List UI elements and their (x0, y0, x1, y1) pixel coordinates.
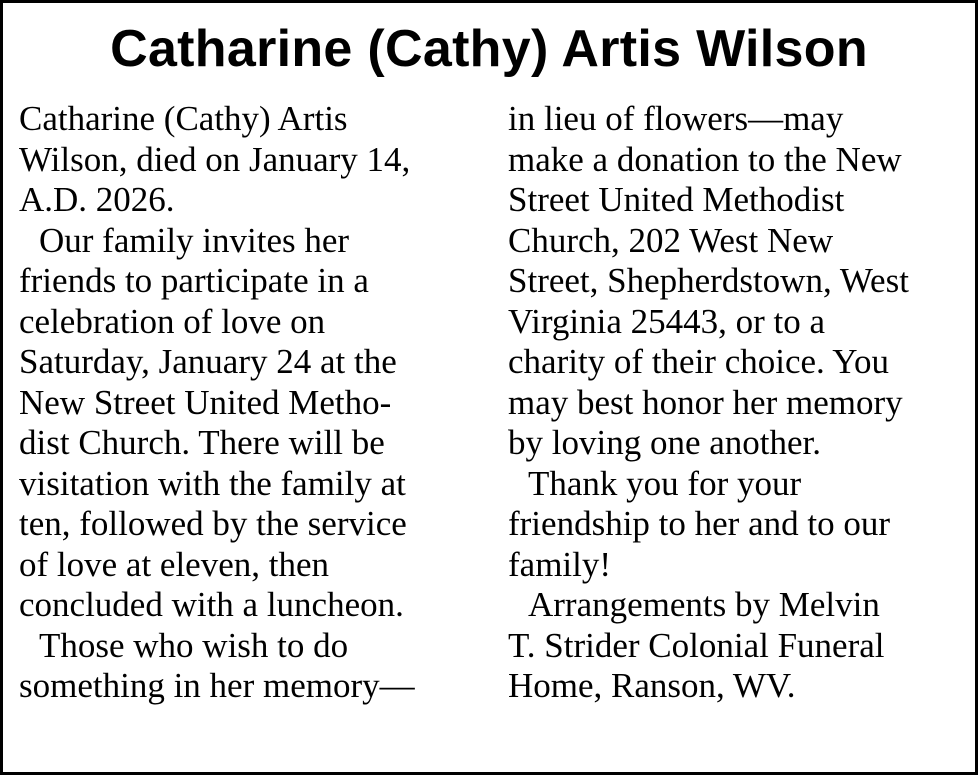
text-line: celebration of love on (19, 301, 326, 341)
text-line: something in her memory— (19, 666, 415, 705)
text-line: Home, Ranson, WV. (508, 666, 796, 705)
text-line: of love at eleven, then (19, 544, 330, 584)
text-line: New Street United Metho- (19, 382, 392, 422)
obituary-column-left (19, 99, 415, 707)
text-line: Thank you for your (528, 463, 802, 503)
text-line: Those who wish to do (39, 625, 349, 665)
text-line: Our family invites her (39, 220, 350, 260)
text-line: charity of their choice. You (508, 342, 890, 381)
text-line: Arrangements by Melvin (528, 585, 880, 624)
text-line: T. Strider Colonial Funeral (508, 625, 885, 665)
text-line: in lieu of flowers—may (508, 99, 844, 138)
text-line: Wilson, died on January 14, (19, 139, 411, 179)
text-line: family! (508, 544, 612, 584)
text-line: Saturday, January 24 at the (19, 342, 397, 381)
text-line: A.D. 2026. (19, 180, 175, 219)
text-line: by loving one another. (508, 423, 822, 462)
text-line: Catharine (Cathy) Artis (19, 99, 348, 138)
text-line: may best honor her memory (508, 382, 903, 422)
text-line: friendship to her and to our (508, 504, 890, 543)
obituary-column-right (508, 99, 909, 707)
text-line: Street, Shepherdstown, West (508, 261, 909, 300)
text-line: visitation with the family at (19, 463, 406, 503)
text-line: Church, 202 West New (508, 220, 834, 260)
text-line: make a donation to the New (508, 139, 902, 179)
text-line: Virginia 25443, or to a (508, 301, 826, 341)
text-line: concluded with a luncheon. (19, 585, 404, 624)
obituary-title: Catharine (Cathy) Artis Wilson (110, 20, 868, 78)
text-line: dist Church. There will be (19, 423, 385, 462)
text-line: Street United Methodist (508, 180, 845, 219)
text-line: ten, followed by the service (19, 504, 407, 543)
text-line: friends to participate in a (19, 261, 369, 300)
